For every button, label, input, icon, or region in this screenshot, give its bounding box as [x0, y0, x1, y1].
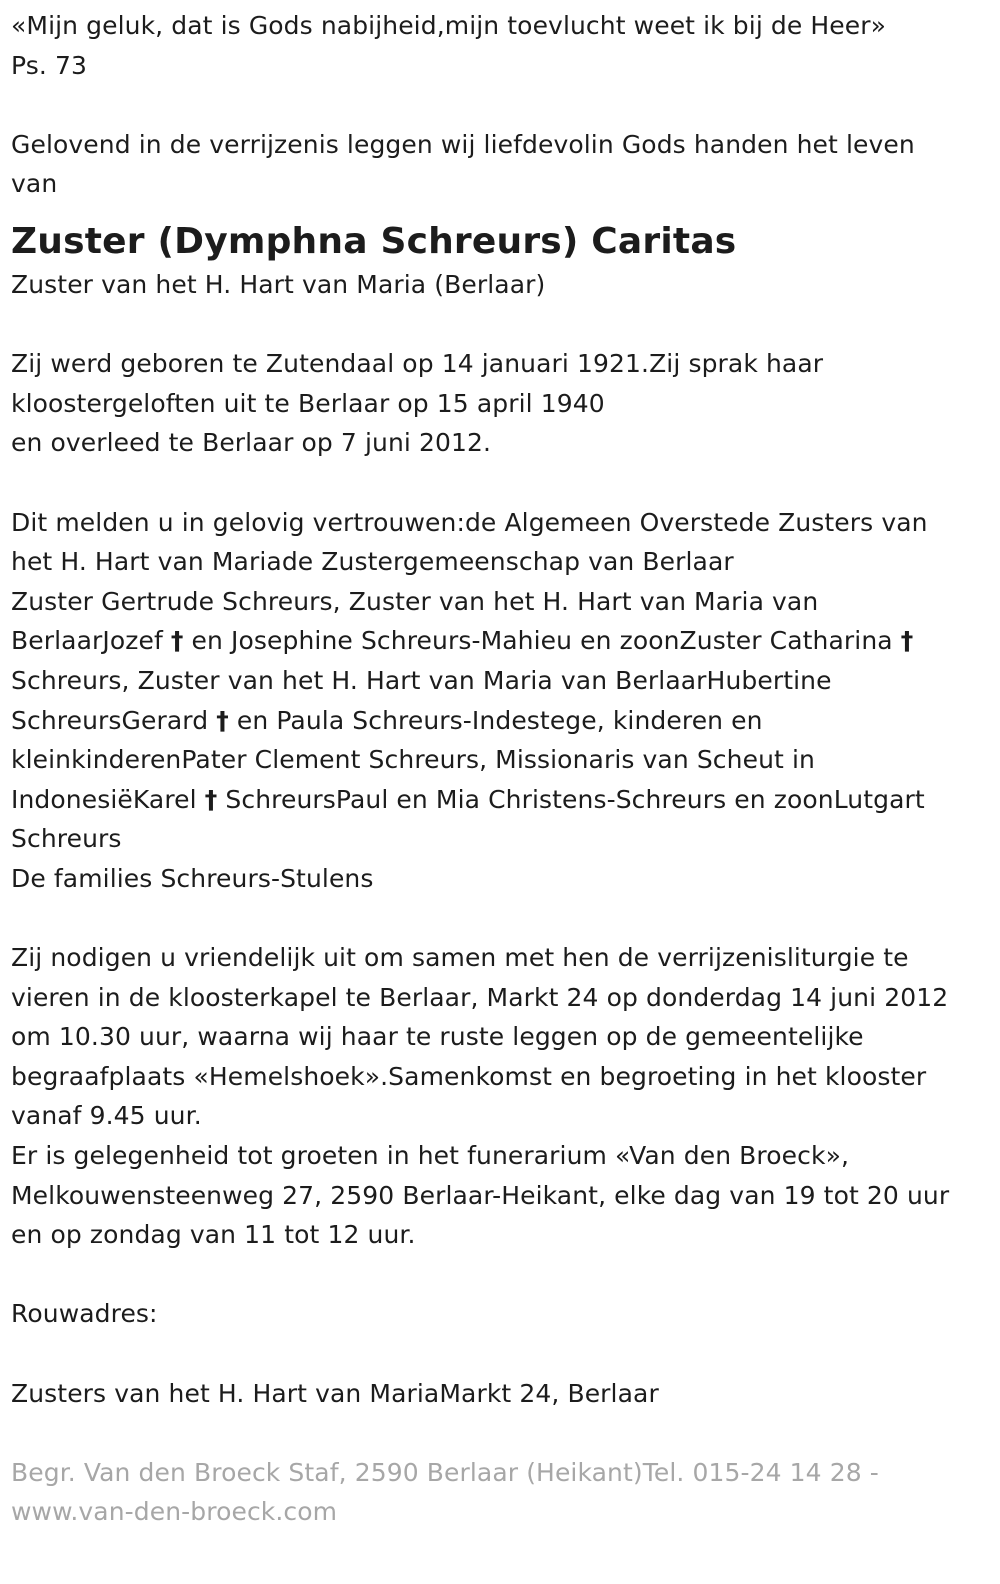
- mourners-line: Zuster Gertrude Schreurs, Zuster van het H. Hart van Maria van: [11, 586, 819, 616]
- cross-icon: †: [900, 626, 914, 656]
- mourners-line: [11, 621, 986, 661]
- spacer: [11, 1255, 986, 1295]
- invitation-line: Er is gelegenheid tot groeten in het funerarium «Van den Broeck»,: [11, 1141, 850, 1171]
- mourners-line: Schreurs, Zuster van het H. Hart van Maria van BerlaarHubertine: [11, 665, 832, 695]
- address-label: Rouwadres:: [11, 1299, 158, 1329]
- spacer: [11, 463, 986, 503]
- mourners-text: en Paula Schreurs-Indestege, kinderen en: [228, 705, 763, 735]
- mourners-text: en Josephine Schreurs-Mahieu en zoonZuster Catharina: [183, 626, 901, 656]
- spacer: [11, 898, 986, 938]
- mourners-line: Schreurs: [11, 824, 122, 854]
- mourners-text: BerlaarJozef: [11, 626, 171, 656]
- cross-icon: †: [170, 626, 184, 656]
- invitation-line: Zij nodigen u vriendelijk uit om samen met hen de verrijzenisliturgie te: [11, 943, 909, 973]
- mourners-line: [11, 780, 986, 820]
- mourners-text: SchreursPaul en Mia Christens-Schreurs en zoonLutgart: [217, 784, 925, 814]
- invitation-line: Melkouwensteenweg 27, 2590 Berlaar-Heikant, elke dag van 19 tot 20 uur: [11, 1180, 950, 1210]
- mourners-line: De families Schreurs-Stulens: [11, 863, 374, 893]
- mourners-line: [11, 701, 986, 741]
- death-notice: [11, 6, 986, 1532]
- cross-icon: †: [204, 784, 218, 814]
- cross-icon: †: [216, 705, 229, 735]
- spacer: [11, 1334, 986, 1374]
- biography-line: Zij werd geboren te Zutendaal op 14 januari 1921.Zij sprak haar: [11, 349, 824, 379]
- spacer: [11, 305, 986, 345]
- biography-line: en overleed te Berlaar op 7 juni 2012.: [11, 428, 492, 458]
- mourners-text: IndonesiëKarel: [11, 784, 205, 814]
- spacer: [11, 1413, 986, 1453]
- spacer: [11, 85, 986, 125]
- funeral-home-line: Begr. Van den Broeck Staf, 2590 Berlaar (Heikant)Tel. 015-24 14 28 -: [11, 1457, 879, 1487]
- psalm-reference: Ps. 73: [11, 50, 87, 80]
- intro-line: van: [11, 169, 58, 199]
- biography-line: kloostergeloften uit te Berlaar op 15 april 1940: [11, 388, 605, 418]
- mourners-line: het H. Hart van Mariade Zustergemeenschap van Berlaar: [11, 547, 734, 577]
- invitation-line: begraafplaats «Hemelshoek».Samenkomst en begroeting in het klooster: [11, 1061, 927, 1091]
- invitation-line: vanaf 9.45 uur.: [11, 1101, 202, 1131]
- mourners-text: SchreursGerard: [11, 705, 217, 735]
- mourning-address: Zusters van het H. Hart van MariaMarkt 24, Berlaar: [11, 1378, 659, 1408]
- congregation: Zuster van het H. Hart van Maria (Berlaar): [11, 269, 546, 299]
- mourners-line: Dit melden u in gelovig vertrouwen:de Algemeen Overstede Zusters van: [11, 507, 928, 537]
- invitation-line: en op zondag van 11 tot 12 uur.: [11, 1220, 416, 1250]
- funeral-home-website: www.van-den-broeck.com: [11, 1497, 338, 1527]
- deceased-name: Zuster (Dymphna Schreurs) Caritas: [11, 220, 737, 262]
- invitation-line: vieren in de kloosterkapel te Berlaar, Markt 24 op donderdag 14 juni 2012: [11, 982, 949, 1012]
- invitation-line: om 10.30 uur, waarna wij haar te ruste leggen op de gemeentelijke: [11, 1022, 864, 1052]
- psalm-quote: «Mijn geluk, dat is Gods nabijheid,mijn toevlucht weet ik bij de Heer»: [11, 11, 887, 40]
- mourners-line: kleinkinderenPater Clement Schreurs, Missionaris van Scheut in: [11, 745, 815, 775]
- intro-line: Gelovend in de verrijzenis leggen wij liefdevolin Gods handen het leven: [11, 129, 915, 159]
